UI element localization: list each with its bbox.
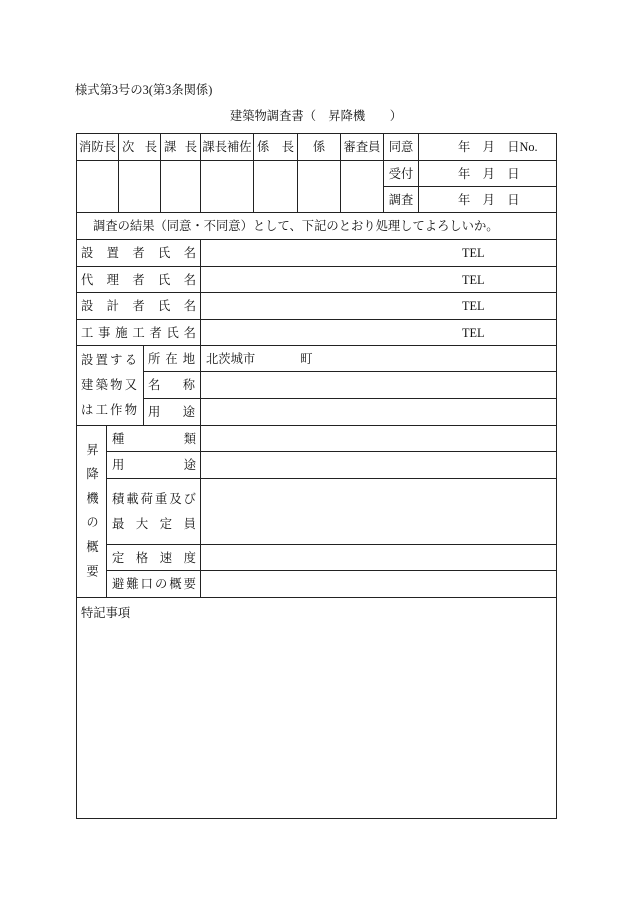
owner-row [77, 240, 557, 267]
label-character: 大 [135, 516, 149, 531]
label-character: 格 [135, 550, 149, 565]
contractor-name-label-cell [77, 320, 201, 346]
building-use-label-cell [144, 399, 201, 426]
location-label-cell [144, 346, 201, 372]
label-character: 者 [132, 246, 145, 260]
inspection-label: 調査 [384, 187, 419, 213]
label-character: 速 [159, 550, 173, 565]
elevator-capacity-label-line [112, 487, 196, 512]
label-character: る [124, 353, 137, 367]
elevator-type-field [201, 426, 557, 452]
received-date-field: 年 月 日 [419, 161, 557, 187]
section-chief-label [164, 140, 197, 154]
label-character: 概 [169, 577, 182, 591]
agent-name-label [81, 273, 196, 287]
building-group-label-line [81, 373, 137, 398]
label-character: 又 [124, 378, 137, 392]
label-character: 避 [112, 577, 125, 591]
label-character: 度 [183, 550, 196, 565]
label-character: 称 [182, 378, 195, 392]
label-character: 途 [182, 405, 195, 419]
contractor-name-label [81, 326, 196, 340]
agent-tel-label: TEL [462, 272, 485, 287]
form-body [77, 134, 557, 819]
elevator-use-row [77, 452, 557, 479]
approval-header-row [77, 134, 557, 161]
deputy-chief-label [122, 140, 157, 154]
designer-name-field [201, 293, 557, 320]
label-character: 類 [183, 431, 196, 446]
building-group-label-line [81, 348, 137, 373]
designer-row [77, 293, 557, 320]
elevator-speed-row [77, 545, 557, 571]
agent-name-field [201, 267, 557, 293]
location-field [201, 346, 557, 372]
deputy-chief-stamp-box [119, 161, 161, 213]
label-character: 氏 [158, 272, 171, 287]
label-character: 氏 [158, 299, 171, 313]
agent-name-label-cell [77, 267, 201, 293]
label-character: 長 [144, 140, 157, 154]
building-group-label [77, 346, 144, 426]
elevator-group-label: 昇降機の概要 [84, 443, 99, 589]
label-character: 所 [148, 351, 161, 366]
label-character: 氏 [166, 325, 179, 340]
label-character: び [183, 491, 196, 506]
label-character: の [154, 577, 168, 591]
building-name-label [148, 378, 195, 392]
elevator-group-label-cell [77, 426, 107, 598]
label-character: 名 [183, 272, 196, 287]
label-character: 施 [115, 325, 128, 340]
label-character: 氏 [158, 246, 171, 260]
label-character: 者 [132, 272, 145, 287]
owner-name-label [81, 246, 196, 260]
document-title: 建築物調査書（ 昇降機 ） [229, 109, 403, 123]
elevator-type-label-cell [107, 426, 201, 452]
staff-header: 係 [298, 134, 341, 161]
label-character: 物 [110, 378, 123, 392]
elevator-use-field [201, 452, 557, 479]
elevator-speed-field [201, 545, 557, 571]
assistant-section-chief-stamp-box [201, 161, 254, 213]
designer-name-label-cell [77, 293, 201, 320]
elevator-escape-label-cell [107, 571, 201, 598]
fire-chief-header: 消防長 [77, 134, 119, 161]
label-character: 要 [183, 577, 196, 591]
label-character: 種 [112, 431, 125, 446]
elevator-speed-label [112, 551, 196, 565]
label-character: 用 [148, 405, 161, 419]
section-chief-header [161, 134, 201, 161]
label-character: 事 [98, 325, 111, 340]
label-character: 課 [164, 140, 177, 154]
subsection-chief-stamp-box [254, 161, 298, 213]
consent-label: 同意 [384, 134, 419, 161]
label-character: 理 [106, 272, 119, 287]
label-character: 設 [81, 246, 94, 260]
elevator-escape-field [201, 571, 557, 598]
fire-chief-stamp-box [77, 161, 119, 213]
label-character: 置 [95, 353, 108, 367]
label-character: 置 [106, 246, 119, 260]
deputy-chief-header [119, 134, 161, 161]
remarks-box [77, 598, 557, 819]
inspection-date-field: 年 月 日 [419, 187, 557, 213]
label-character: す [110, 353, 123, 367]
form-number: 様式第3号の3(第3条関係) [75, 83, 213, 97]
owner-tel-label: TEL [462, 246, 485, 260]
label-character: 定 [112, 550, 125, 565]
assistant-section-chief-header: 課長補佐 [201, 134, 254, 161]
elevator-capacity-row [77, 479, 557, 545]
elevator-use-label-cell [107, 452, 201, 479]
label-character: 設 [81, 353, 94, 367]
elevator-escape-label [112, 577, 196, 591]
label-character: 次 [122, 140, 135, 154]
building-name-row [77, 372, 557, 399]
received-label: 受付 [384, 161, 419, 187]
label-character: 建 [81, 378, 94, 392]
inspector-header: 審査員 [341, 134, 384, 161]
label-character: 係 [257, 140, 270, 154]
label-character: 定 [159, 516, 173, 531]
label-character: 物 [124, 403, 137, 417]
label-character: 員 [183, 516, 196, 531]
building-use-label [148, 405, 195, 419]
label-character: 及 [169, 491, 182, 506]
elevator-capacity-label-cell [107, 479, 201, 545]
label-character: 長 [184, 140, 197, 154]
subsection-chief-header [254, 134, 298, 161]
label-character: は [81, 403, 94, 417]
label-character: 築 [95, 378, 108, 392]
label-character: 口 [140, 577, 153, 591]
label-character: 作 [110, 403, 123, 417]
building-use-row [77, 399, 557, 426]
agent-row [77, 267, 557, 293]
remarks-label: 特記事項 [81, 606, 131, 620]
location-city: 北茨城市 [206, 351, 256, 366]
label-character: 長 [281, 140, 294, 154]
elevator-type-row [77, 426, 557, 452]
consent-date-field: 年 月 日No. [419, 134, 557, 161]
label-character: 途 [183, 458, 196, 472]
inspector-stamp-box [341, 161, 384, 213]
label-character: 最 [112, 516, 125, 531]
building-location-row [77, 346, 557, 372]
contractor-tel-label: TEL [462, 325, 485, 340]
building-use-field [201, 399, 557, 426]
elevator-capacity-label-line [112, 512, 196, 537]
owner-name-label-cell [77, 240, 201, 267]
remarks-row [77, 598, 557, 819]
elevator-type-label [112, 432, 196, 446]
staff-stamp-box [298, 161, 341, 213]
label-character: 重 [154, 491, 168, 506]
owner-name-field [201, 240, 557, 267]
elevator-use-label [112, 458, 196, 472]
designer-tel-label: TEL [462, 299, 485, 313]
label-character: 者 [149, 325, 162, 340]
subsection-chief-label [257, 140, 294, 154]
building-name-field [201, 372, 557, 399]
label-character: 者 [132, 299, 145, 313]
elevator-speed-label-cell [107, 545, 201, 571]
building-inspection-form [76, 133, 557, 819]
label-character: 名 [183, 299, 196, 313]
label-character: 荷 [140, 491, 153, 506]
contractor-name-field [201, 320, 557, 346]
label-character: 工 [132, 325, 145, 340]
received-row [77, 161, 557, 187]
label-character: 用 [112, 458, 125, 472]
location-label [148, 352, 195, 366]
building-group-label-line [81, 398, 137, 423]
label-character: 名 [148, 378, 161, 392]
building-name-label-cell [144, 372, 201, 399]
label-character: 載 [126, 491, 139, 506]
label-character: 代 [81, 272, 94, 287]
result-statement-row [77, 213, 557, 240]
elevator-capacity-field [201, 479, 557, 545]
result-statement: 調査の結果（同意・不同意）として、下記のとおり処理してよろしいか。 [77, 213, 557, 240]
label-character: 計 [106, 299, 119, 313]
label-character: 積 [112, 491, 125, 506]
label-character: 難 [126, 577, 139, 591]
label-character: 工 [95, 403, 108, 417]
label-character: 工 [81, 325, 94, 340]
label-character: 在 [165, 351, 178, 366]
elevator-escape-row [77, 571, 557, 598]
label-character: 地 [182, 351, 195, 366]
location-town-suffix: 町 [300, 351, 313, 366]
label-character: 設 [81, 299, 94, 313]
contractor-row [77, 320, 557, 346]
section-chief-stamp-box [161, 161, 201, 213]
label-character: 名 [183, 246, 196, 260]
label-character: 名 [183, 325, 196, 340]
designer-name-label [81, 299, 196, 313]
